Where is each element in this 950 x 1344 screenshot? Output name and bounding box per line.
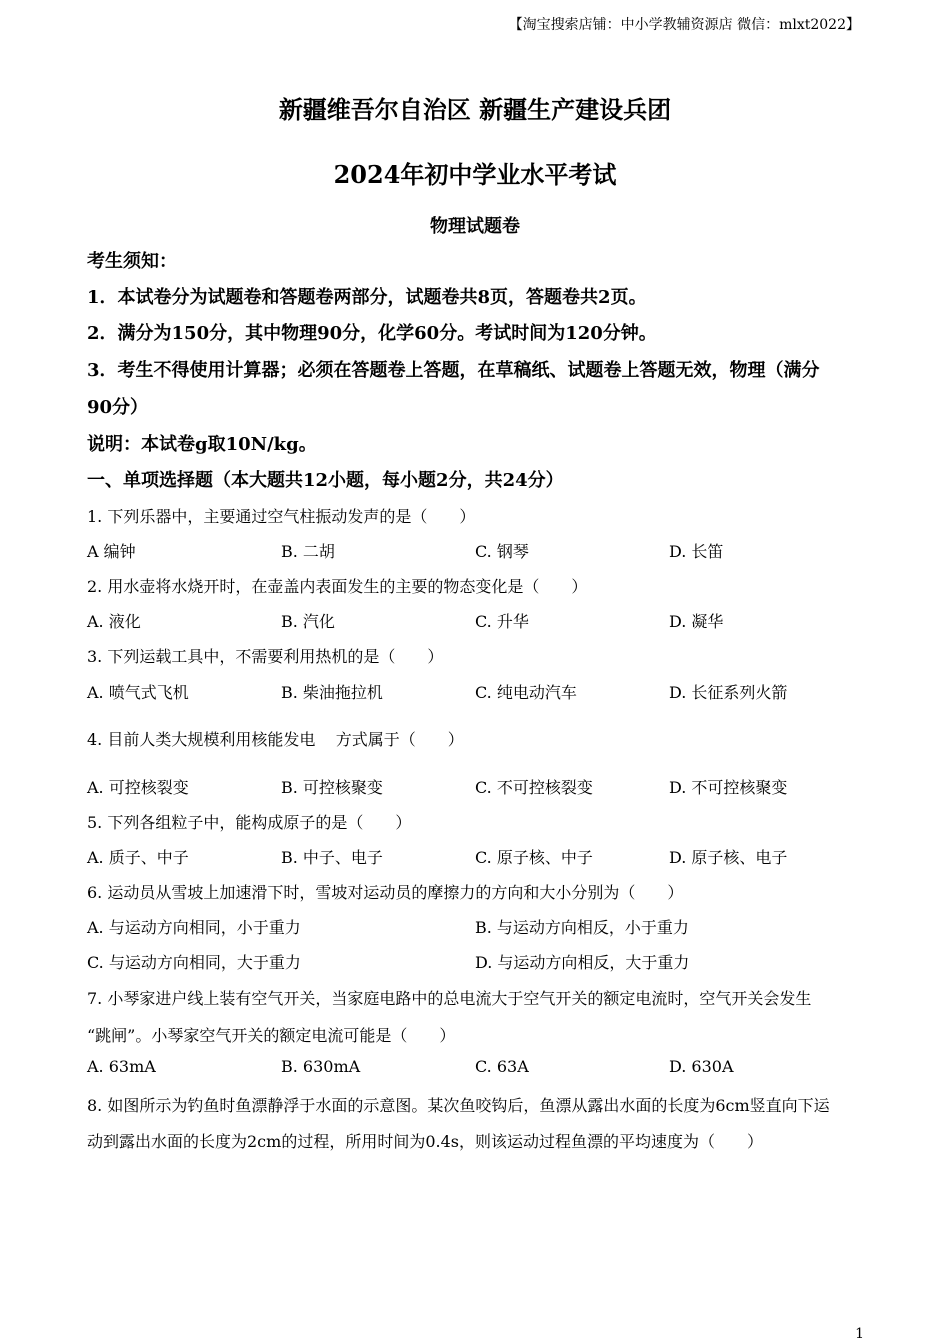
option: A. 63mA [87, 1057, 156, 1076]
question-stem: 6. 运动员从雪坡上加速滑下时，雪坡对运动员的摩擦力的方向和大小分别为（ ） [87, 883, 684, 902]
option: C. 与运动方向相同，大于重力 [87, 953, 301, 972]
question-stem-continued: “跳闸”。小琴家空气开关的额定电流可能是（ ） [87, 1026, 456, 1045]
explanation: 说明：本试卷g取10N/kg。 [87, 434, 317, 455]
option: D. 长征系列火箭 [669, 683, 788, 702]
option: A. 质子、中子 [87, 848, 189, 867]
option: B. 二胡 [281, 542, 335, 561]
question-stem: 2. 用水壶将水烧开时，在壶盖内表面发生的主要的物态变化是（ ） [87, 577, 588, 596]
option: B. 630mA [281, 1057, 361, 1076]
question-stem: 7. 小琴家进户线上装有空气开关，当家庭电路中的总电流大于空气开关的额定电流时，空气开关会发生 [87, 989, 812, 1008]
option: D. 长笛 [669, 542, 724, 561]
exam-year-title: 2024年初中学业水平考试 [333, 160, 617, 189]
paper-subject-title: 物理试题卷 [430, 216, 520, 237]
page-number: 1 [855, 1326, 864, 1342]
option: B. 柴油拖拉机 [281, 683, 383, 702]
option: C. 纯电动汽车 [475, 683, 577, 702]
option: A. 可控核裂变 [87, 778, 189, 797]
question-stem: 4. 目前人类大规模利用核能发电 方式属于（ ） [87, 730, 464, 749]
option: A 编钟 [87, 542, 136, 561]
option: B. 与运动方向相反，小于重力 [475, 918, 689, 937]
notice-item: 90分） [87, 397, 149, 418]
question-stem: 8. 如图所示为钓鱼时鱼漂静浮于水面的示意图。某次鱼咬钩后，鱼漂从露出水面的长度为6cm竖直向下运 [87, 1096, 830, 1115]
option: D. 原子核、电子 [669, 848, 788, 867]
section-heading: 一、单项选择题（本大题共12小题，每小题2分，共24分） [87, 470, 564, 491]
option: C. 钢琴 [475, 542, 529, 561]
notice-item: 3．考生不得使用计算器；必须在答题卷上答题，在草稿纸、试题卷上答题无效，物理（满分 [87, 360, 820, 381]
option: B. 汽化 [281, 612, 335, 631]
notice-item: 1．本试卷分为试题卷和答题卷两部分，试题卷共8页，答题卷共2页。 [87, 287, 647, 308]
option: C. 升华 [475, 612, 529, 631]
question-stem: 1. 下列乐器中，主要通过空气柱振动发声的是（ ） [87, 507, 476, 526]
option: B. 可控核聚变 [281, 778, 383, 797]
notice-heading: 考生须知： [87, 251, 177, 272]
notice-item: 2．满分为150分，其中物理90分，化学60分。考试时间为120分钟。 [87, 323, 657, 344]
option: C. 原子核、中子 [475, 848, 593, 867]
option: D. 与运动方向相反，大于重力 [475, 953, 690, 972]
option: B. 中子、电子 [281, 848, 383, 867]
option: A. 喷气式飞机 [87, 683, 189, 702]
question-stem: 5. 下列各组粒子中，能构成原子的是（ ） [87, 813, 412, 832]
option: D. 不可控核聚变 [669, 778, 788, 797]
option: A. 与运动方向相同，小于重力 [87, 918, 301, 937]
exam-region-title: 新疆维吾尔自治区 新疆生产建设兵团 [278, 95, 672, 124]
option: C. 63A [475, 1057, 529, 1076]
question-stem: 3. 下列运载工具中，不需要利用热机的是（ ） [87, 647, 444, 666]
option: C. 不可控核裂变 [475, 778, 593, 797]
question-stem-continued: 动到露出水面的长度为2cm的过程，所用时间为0.4s，则该运动过程鱼漂的平均速度为（ ） [87, 1132, 763, 1151]
option: A. 液化 [87, 612, 141, 631]
option: D. 630A [669, 1057, 734, 1076]
page-header: 【淘宝搜索店铺：中小学教辅资源店 微信：mlxt2022】 [508, 17, 860, 33]
option: D. 凝华 [669, 612, 724, 631]
